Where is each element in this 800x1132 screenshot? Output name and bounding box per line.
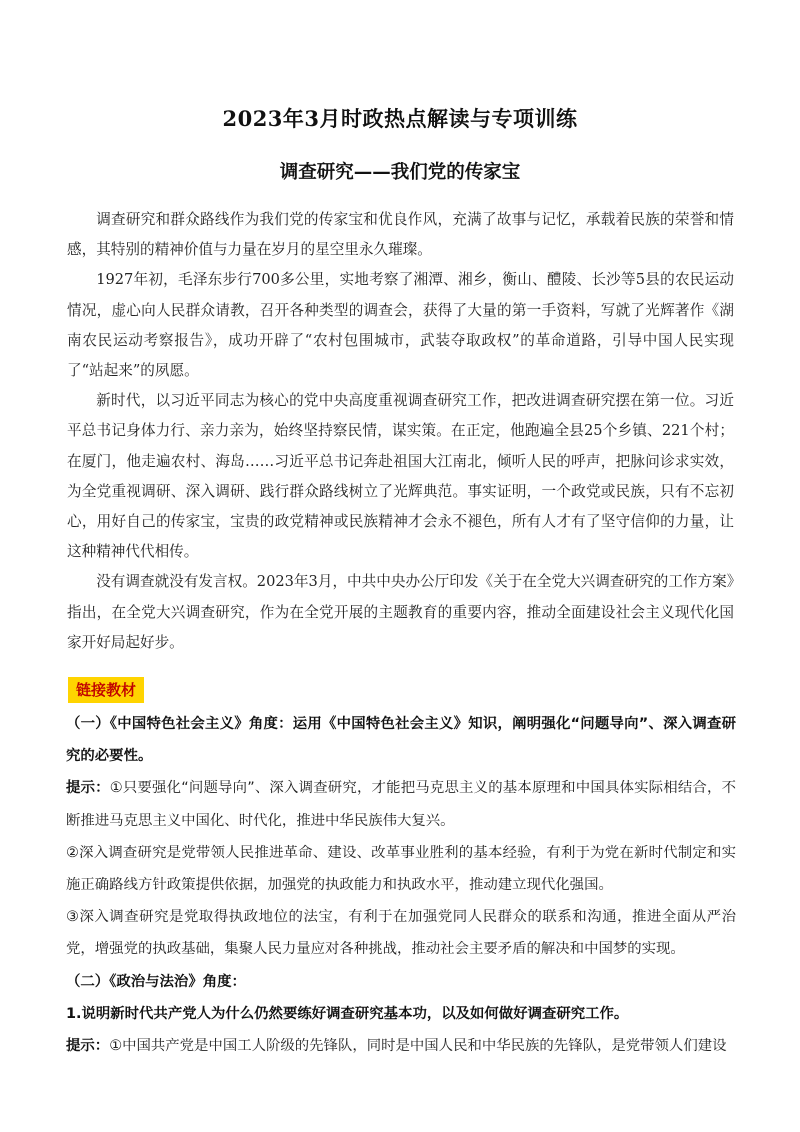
intro-paragraph: 调查研究和群众路线作为我们党的传家宝和优良作风，充满了故事与记忆，承载着民族的荣誉和情感，其特别的精神价值与力量在岁月的星空里永久璀璨。 bbox=[67, 211, 734, 259]
section2-heading: （二）《政治与法治》角度： bbox=[66, 973, 246, 990]
hint-label: 提示： bbox=[66, 780, 110, 797]
section-badge: 链接教材 bbox=[68, 677, 144, 703]
section2-point1 bbox=[66, 1030, 736, 1062]
page-subtitle: 调查研究——我们党的传家宝 bbox=[279, 162, 521, 183]
intro-body bbox=[67, 205, 734, 658]
hint-text: ①只要强化“问题导向”、深入调查研究，才能把马克思主义的基本原理和中国具体实际相结合，不断推进马克思主义中国化、时代化，推进中华民族伟大复兴。 bbox=[66, 780, 736, 829]
section-badge-wrap bbox=[68, 677, 144, 703]
section1-point2: ②深入调查研究是党带领人民推进革命、建设、改革事业胜利的基本经验，有利于为党在新时代制定和实施正确路线方针政策提供依据，加强党的执政能力和执政水平，推动建立现代化强国。 bbox=[66, 844, 736, 894]
section2-question: 1.说明新时代共产党人为什么仍然要练好调查研究基本功，以及如何做好调查研究工作。 bbox=[66, 1005, 629, 1022]
hint-text: ①中国共产党是中国工人阶级的先锋队，同时是中国人民和中华民族的先锋队，是党带领人们建设 bbox=[109, 1038, 727, 1055]
page-title: 2023年3月时政热点解读与专项训练 bbox=[222, 106, 578, 131]
intro-paragraph: 1927年初，毛泽东步行700多公里，实地考察了湘潭、湘乡，衡山、醴陵、长沙等5县的农民运动情况，虚心向人民群众请教，召开各种类型的调查会，获得了大量的第一手资料，写就了光辉著作《湖南农民运动考察报告》，成功开辟了“农村包围城市，武装夺取政权”的革命道路，引导中国人民实现了“站起来”的夙愿。 bbox=[67, 271, 734, 380]
section1-point1 bbox=[66, 772, 736, 836]
section1-heading: （一）《中国特色社会主义》角度：运用《中国特色社会主义》知识，阐明强化“问题导向”、深入调查研究的必要性。 bbox=[66, 716, 736, 765]
hint-label: 提示： bbox=[66, 1038, 110, 1055]
section1-point3: ③深入调查研究是党取得执政地位的法宝，有利于在加强党同人民群众的联系和沟通，推进全面从严治党，增强党的执政基础，集聚人民力量应对各种挑战，推动社会主要矛盾的解决和中国梦的实现。 bbox=[66, 909, 736, 958]
intro-paragraph: 没有调查就没有发言权。2023年3月，中共中央办公厅印发《关于在全党大兴调查研究的工作方案》指出，在全党大兴调查研究，作为在全党开展的主题教育的重要内容，推动全面建设社会主义现代化国家开好局起好步。 bbox=[67, 573, 734, 651]
intro-paragraph: 新时代，以习近平同志为核心的党中央高度重视调查研究工作，把改进调查研究摆在第一位。习近平总书记身体力行、亲力亲为，始终坚持察民情，谋实策。在正定，他跑遍全县25个乡镇、221个村；在厦门，他走遍农村、海岛……习近平总书记奔赴祖国大江南北，倾听人民的呼声，把脉问诊求实效，为全党重视调研、深入调研、践行群众路线树立了光辉典范。事实证明，一个政党或民族，只有不忘初心，用好自己的传家宝，宝贵的政党精神或民族精神才会永不褪色，所有人才有了坚守信仰的力量，让这种精神代代相传。 bbox=[67, 392, 734, 561]
textbook-links bbox=[66, 708, 736, 1062]
